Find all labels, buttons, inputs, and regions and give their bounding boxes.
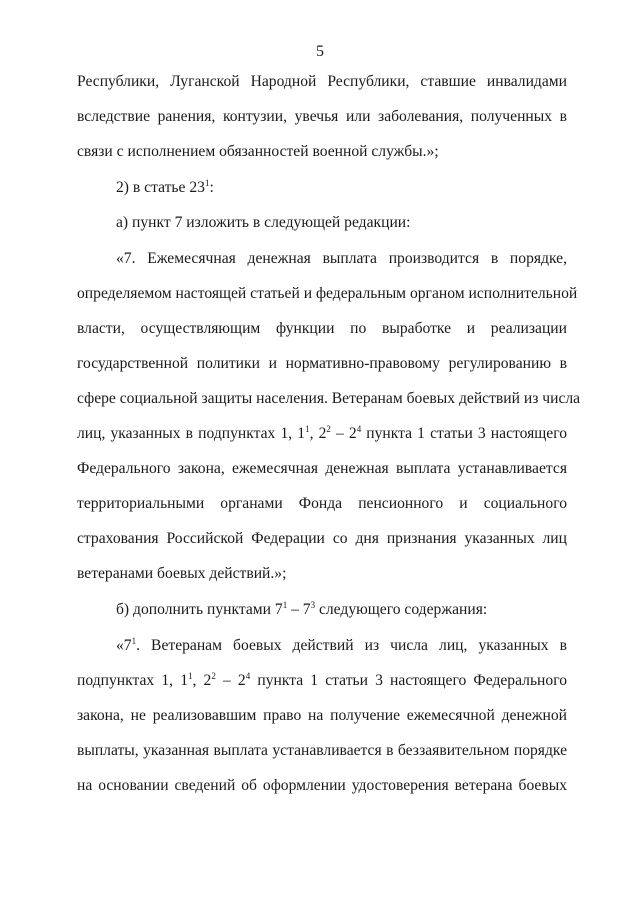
- text-line: Федерального закона, ежемесячная денежная выплата устанавливается: [77, 460, 567, 477]
- text-line: а) пункт 7 изложить в следующей редакции:: [116, 214, 411, 231]
- text-line: «$7^1$. Ветеранам боевых действий из числа лиц, указанных в: [116, 636, 567, 654]
- text-line: выплаты, указанная выплата устанавливается в беззаявительном порядке: [77, 742, 567, 759]
- text-line: 2) в статье $23^1$:: [116, 178, 214, 196]
- text-line: связи с исполнением обязанностей военной службы.»;: [77, 143, 439, 160]
- text-line: власти, осуществляющим функции по выработке и реализации: [77, 320, 567, 337]
- text-line: государственной политики и нормативно-правовому регулированию в: [77, 355, 567, 372]
- page-number: 5: [316, 43, 324, 60]
- text-line: лиц, указанных в подпунктах 1, $1^1$, $2^2 - 2^4$ пункта 1 статьи 3 настоящего: [77, 424, 568, 442]
- text-line: вследствие ранения, контузии, увечья или заболевания, полученных в: [77, 108, 567, 125]
- text-line: на основании сведений об оформлении удостоверения ветерана боевых: [77, 777, 567, 794]
- text-line: Республики, Луганской Народной Республики, ставшие инвалидами: [77, 73, 567, 90]
- text-line: «7. Ежемесячная денежная выплата производится в порядке,: [116, 250, 567, 267]
- text-line: ветеранами боевых действий.»;: [77, 565, 287, 582]
- text-line: определяемом настоящей статьей и федеральным органом исполнительной: [77, 285, 578, 302]
- text-line: подпунктах 1, $1^1$, $2^2 - 2^4$ пункта 1 статьи 3 настоящего Федерального: [77, 671, 567, 689]
- text-line: закона, не реализовавшим право на получение ежемесячной денежной: [77, 707, 567, 724]
- text-line: территориальными органами Фонда пенсионного и социального: [77, 495, 567, 512]
- text-line: страхования Российской Федерации со дня признания указанных лиц: [77, 530, 567, 547]
- text-line: б) дополнить пунктами $7^1 - 7^3$ следующего содержания:: [116, 600, 488, 618]
- text-line: сфере социальной защиты населения. Ветеранам боевых действий из числа: [77, 390, 581, 407]
